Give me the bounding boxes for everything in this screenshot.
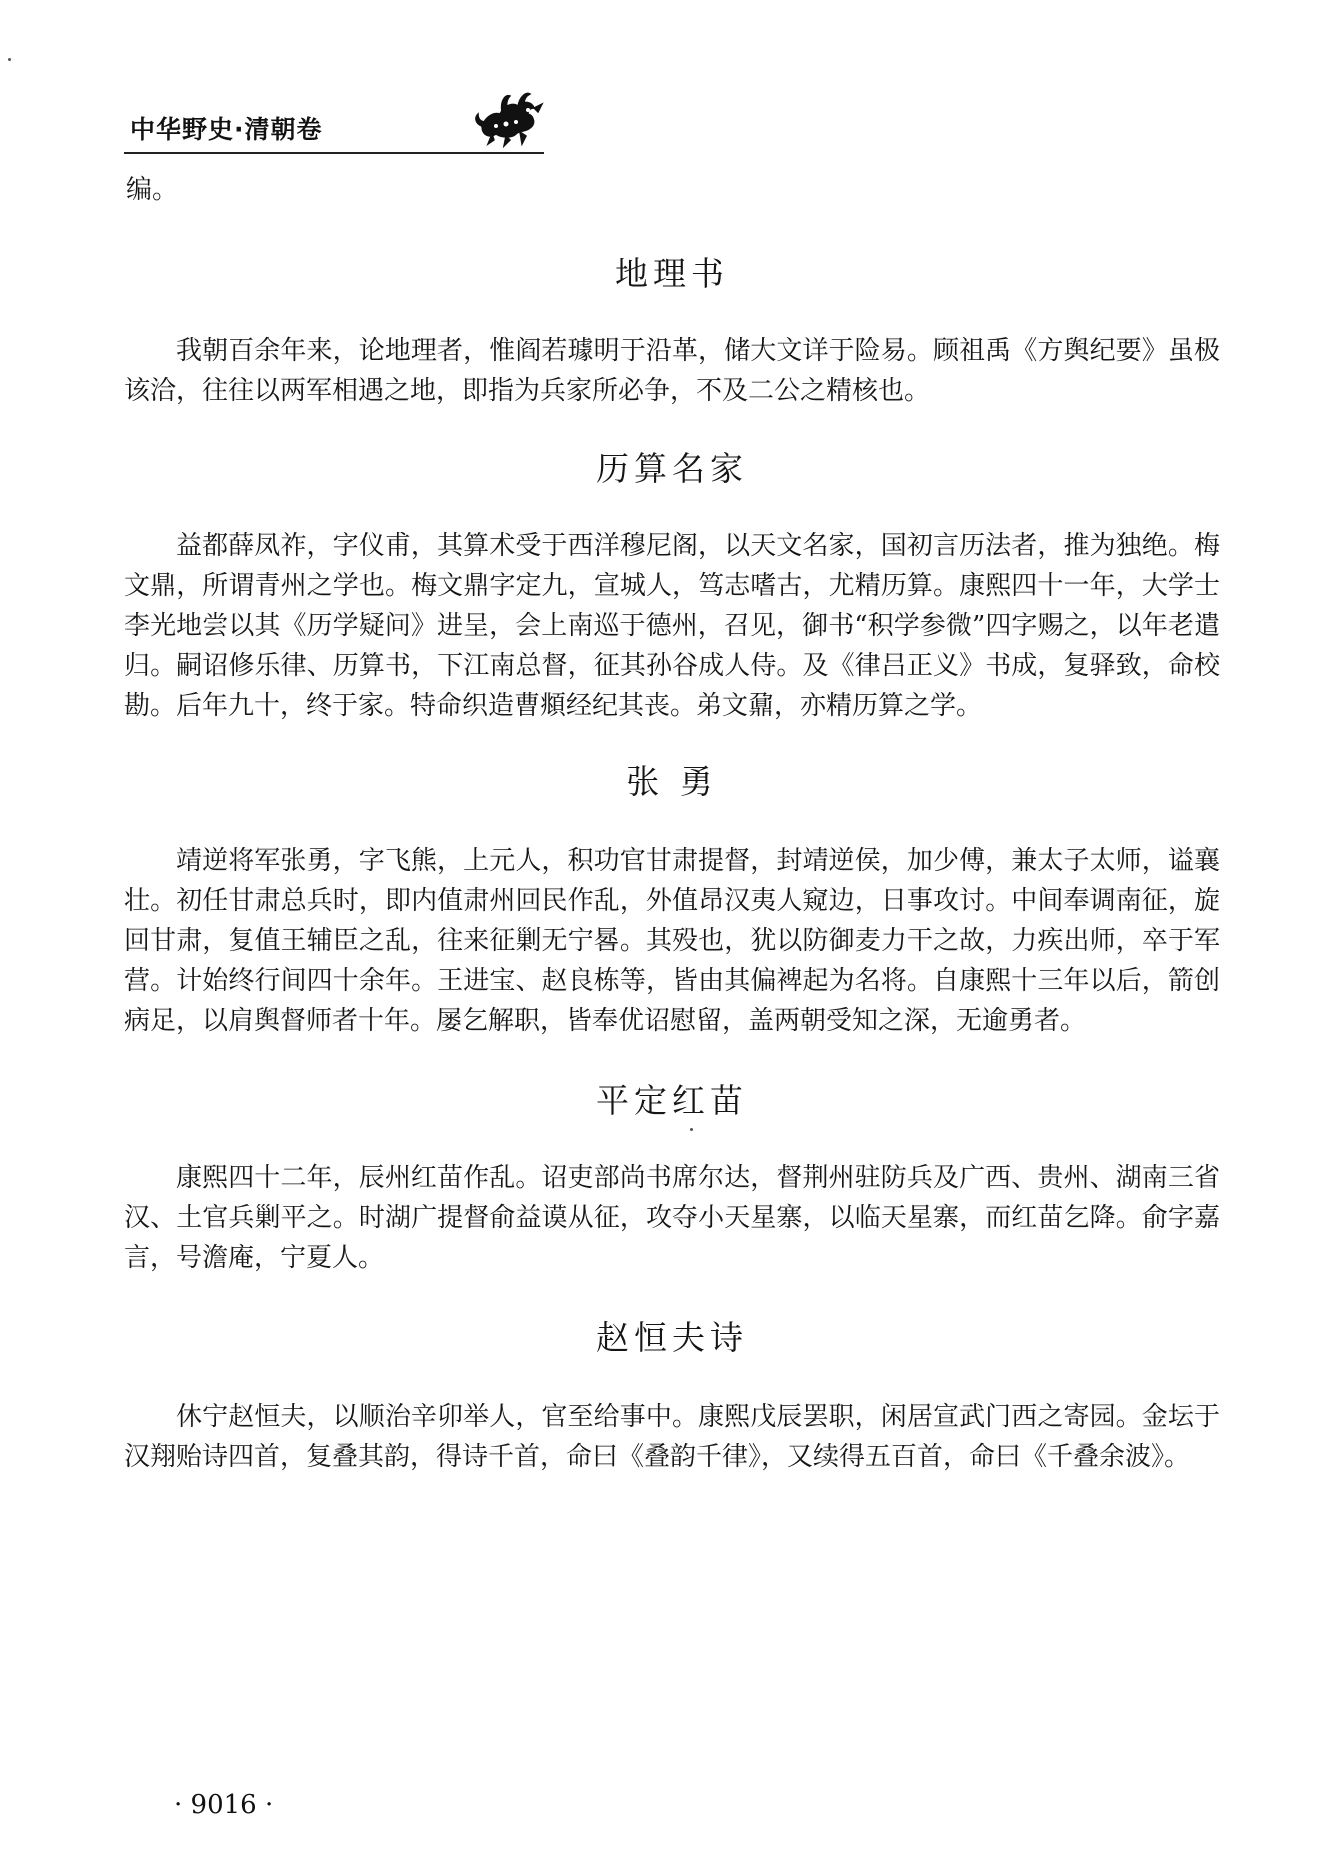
section-title-zhaohengfu: 赵恒夫诗 (596, 1318, 748, 1357)
section-title-zhangyong: 张 勇 (626, 762, 718, 801)
continued-text: 编。 (126, 175, 179, 205)
scan-speck (8, 58, 11, 61)
section-paragraph-lisuan: 益都薛凤祚，字仪甫，其算术受于西洋穆尼阁，以天文名家，国初言历法者，推为独绝。梅文鼎，所谓青州之学也。梅文鼎字定九，宣城人，笃志嗜古，尤精历算。康熙四十一年，大学士李光地尝以其《历学疑问》进呈，会上南巡于德州，召见，御书“积学参微”四字赐之，以年老遣归。嗣诏修乐律、历算书，下江南总督，征其孙谷成人侍。及《律吕正义》书成，复驿致，命校勘。后年九十，终于家。特命织造曹頫经纪其丧。弟文鼐，亦精历算之学。 (124, 531, 1220, 721)
header-rule (124, 152, 544, 154)
section-paragraph-zhaohengfu: 休宁赵恒夫，以顺治辛卯举人，官至给事中。康熙戊辰罢职，闲居宣武门西之寄园。金坛于汉翔贻诗四首，复叠其韵，得诗千首，命曰《叠韵千律》，又续得五百首，命曰《千叠余波》。 (124, 1402, 1220, 1472)
book-title: 中华野史·清朝卷 (130, 115, 323, 144)
page-number: · 9016 · (174, 1790, 274, 1820)
section-title-lisuan: 历算名家 (596, 449, 748, 488)
running-header (124, 78, 544, 158)
dragon-emblem-icon (472, 86, 544, 148)
page-content (124, 170, 1220, 1477)
section-title-dilishu: 地理书 (615, 254, 729, 293)
section-paragraph-hongmiao: 康熙四十二年，辰州红苗作乱。诏吏部尚书席尔达，督荆州驻防兵及广西、贵州、湖南三省汉、土官兵剿平之。时湖广提督俞益谟从征，攻夺小天星寨，以临天星寨，而红苗乞降。俞字嘉言，号澹庵，宁夏人。 (124, 1163, 1220, 1273)
section-paragraph-dilishu: 我朝百余年来，论地理者，惟阎若璩明于沿革，储大文详于险易。顾祖禹《方舆纪要》虽极该洽，往往以两军相遇之地，即指为兵家所必争，不及二公之精核也。 (124, 336, 1220, 406)
scan-speck (690, 1128, 693, 1131)
section-paragraph-zhangyong: 靖逆将军张勇，字飞熊，上元人，积功官甘肃提督，封靖逆侯，加少傅，兼太子太师，谥襄壮。初任甘肃总兵时，即内值肃州回民作乱，外值昂汉夷人窥边，日事攻讨。中间奉调南征，旋回甘肃，复值王辅臣之乱，往来征剿无宁晷。其殁也，犹以防御麦力干之故，力疾出师，卒于军营。计始终行间四十余年。王进宝、赵良栋等，皆由其偏裨起为名将。自康熙十三年以后，箭创病足，以肩舆督师者十年。屡乞解职，皆奉优诏慰留，盖两朝受知之深，无逾勇者。 (124, 846, 1220, 1036)
section-title-hongmiao: 平定红苗 (596, 1081, 748, 1120)
